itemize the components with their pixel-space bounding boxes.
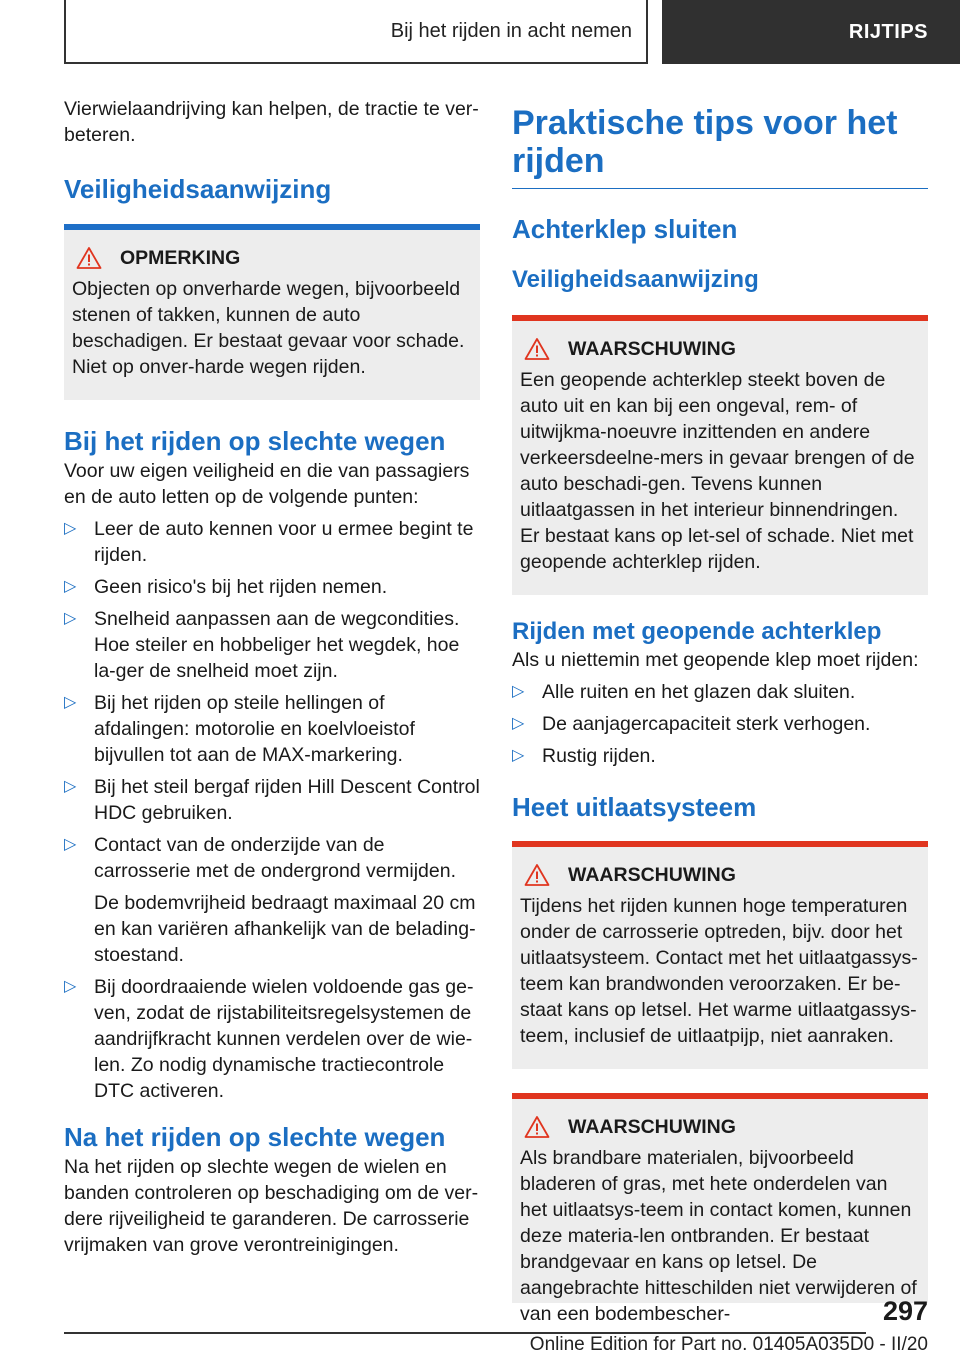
list-item: ▷ Geen risico's bij het rijden nemen. (64, 576, 388, 598)
triangle-bullet-icon: ▷ (64, 778, 77, 795)
warning-box-tailgate (512, 315, 928, 595)
warning-bar (512, 315, 928, 321)
warning-box-exhaust (512, 841, 928, 1069)
tailgate-heading: Achterklep sluiten (512, 214, 738, 244)
open-tailgate-list (512, 679, 928, 769)
triangle-bullet-icon: ▷ (64, 836, 77, 853)
triangle-bullet-icon: ▷ (512, 747, 525, 764)
open-tailgate-intro: Als u niettemin met geopende klep moet rijden: (512, 649, 919, 671)
list-item: ▷ Snelheid aanpassen aan de wegcondities. Hoe steiler en hobbeliger het wegdek, hoe la-ger de snelheid moet zijn. (64, 608, 460, 682)
warning-title-row (520, 863, 920, 887)
list-item: ▷ Bij doordraaiende wielen voldoende gas ge-ven, zodat de rijstabiliteitsregelsystemen de aandrijfkracht kunnen verdelen over de wie-len. Zo nodig dynamische tractiecontrole DTC activeren. (64, 976, 474, 1102)
warning-title: WAARSCHUWING (568, 863, 736, 886)
safety-heading-right: Veiligheidsaanwijzing (512, 266, 759, 293)
left-column (64, 96, 480, 1258)
list-item: ▷ Bij het rijden op steile hellingen of afdalingen: motorolie en koelvloeistof bijvullen tot aan de MAX-markering. (64, 692, 415, 766)
page-header (0, 0, 960, 66)
edition-note: Online Edition for Part no. 01405A035D0 - II/20 (529, 1334, 928, 1355)
safety-heading-left: Veiligheidsaanwijzing (64, 174, 332, 204)
after-heading: Na het rijden op slechte wegen (64, 1122, 446, 1152)
open-tailgate-heading: Rijden met geopende achterklep (512, 618, 882, 645)
warning-triangle-icon (524, 1115, 550, 1139)
warning-triangle-icon (524, 863, 550, 887)
warning-text: Tijdens het rijden kunnen hoge temperaturen onder de carrosserie optreden, bijv. door het uitlaatsysteem. Contact met het uitlaatgassys-teem kan brandwonden veroorzaken. Er be-staat kans op letsel. Het warme uitlaatgassys-teem, inclusief de uitlaatpijp, niet aanraken. (520, 895, 918, 1047)
list-item: ▷ De aanjagercapaciteit sterk verhogen. (512, 713, 871, 735)
warning-title: WAARSCHUWING (568, 337, 736, 360)
warning-triangle-icon (76, 246, 102, 270)
list-item: ▷ Bij het steil bergaf rijden Hill Descent Control HDC gebruiken. (64, 776, 480, 824)
warning-title: WAARSCHUWING (568, 1115, 736, 1138)
section-tab (662, 0, 960, 64)
note-text: Objecten op onverharde wegen, bijvoorbeeld stenen of takken, kunnen de auto beschadigen. Er bestaat gevaar voor schade. Niet op onver-harde wegen rijden. (72, 278, 465, 378)
after-paragraph: Na het rijden op slechte wegen de wielen en banden controleren op beschadiging om de ver-dere rijveiligheid te garanderen. De carrosserie vrijmaken van grove verontreinigingen. (64, 1156, 479, 1256)
warning-title-row (520, 337, 920, 361)
triangle-bullet-icon: ▷ (64, 694, 77, 711)
warning-triangle-icon (524, 337, 550, 361)
triangle-bullet-icon: ▷ (64, 610, 77, 627)
intro-paragraph: Vierwielaandrijving kan helpen, de tractie te ver-beteren. (64, 98, 479, 146)
section-title: RIJTIPS (848, 20, 928, 43)
triangle-bullet-icon: ▷ (64, 578, 77, 595)
list-item: ▷ Contact van de onderzijde van de carrosserie met de ondergrond vermijden. De bodemvrijheid bedraagt maximaal 20 cm en kan variëren afhankelijk van de belading-stoestand. (64, 832, 480, 968)
note-title: OPMERKING (120, 246, 241, 269)
chapter-tab (64, 0, 648, 64)
list-item-extra: De bodemvrijheid bedraagt maximaal 20 cm en kan variëren afhankelijk van de belading-stoestand. (94, 892, 476, 966)
note-box (64, 224, 480, 400)
bad-roads-intro: Voor uw eigen veiligheid en die van passagiers en de auto letten op de volgende punten: (64, 460, 470, 508)
main-heading: Praktische tips voor het rijden (512, 104, 928, 189)
warning-bar (512, 1093, 928, 1099)
list-item: ▷ Leer de auto kennen voor u ermee begint te rijden. (64, 518, 474, 566)
warning-text: Als brandbare materialen, bijvoorbeeld bladeren of gras, met hete onderdelen van het uitlaatsys-teem in contact komen, kunnen deze materia-len ontbranden. Er bestaat brandgevaar en kans op letsel. De aangebrachte hitteschilden niet verwijderen of van een bodembescher- (520, 1147, 917, 1325)
exhaust-heading: Heet uitlaatsysteem (512, 792, 757, 822)
warning-title-row (520, 1115, 920, 1139)
note-title-row (72, 246, 472, 270)
warning-bar (512, 841, 928, 847)
chapter-title: Bij het rijden in acht nemen (390, 19, 632, 42)
triangle-bullet-icon: ▷ (512, 715, 525, 732)
triangle-bullet-icon: ▷ (512, 683, 525, 700)
list-item: ▷ Rustig rijden. (512, 745, 656, 767)
page-number: 297 (882, 1296, 928, 1326)
triangle-bullet-icon: ▷ (64, 978, 77, 995)
list-item: ▷ Alle ruiten en het glazen dak sluiten. (512, 681, 856, 703)
bad-roads-list (64, 516, 480, 1104)
bad-roads-heading: Bij het rijden op slechte wegen (64, 426, 446, 456)
triangle-bullet-icon: ▷ (64, 520, 77, 537)
note-bar (64, 224, 480, 230)
warning-text: Een geopende achterklep steekt boven de auto uit en kan bij een ongeval, rem- of uitwijkma-noeuvre inzittenden en andere verkeersdeelne-mers in gevaar brengen of de auto beschadi-gen. Tevens kunnen uitlaatgassen in het interieur binnendringen. Er bestaat kans op let-sel of schade. Niet met geopende achterklep rijden. (520, 369, 915, 573)
